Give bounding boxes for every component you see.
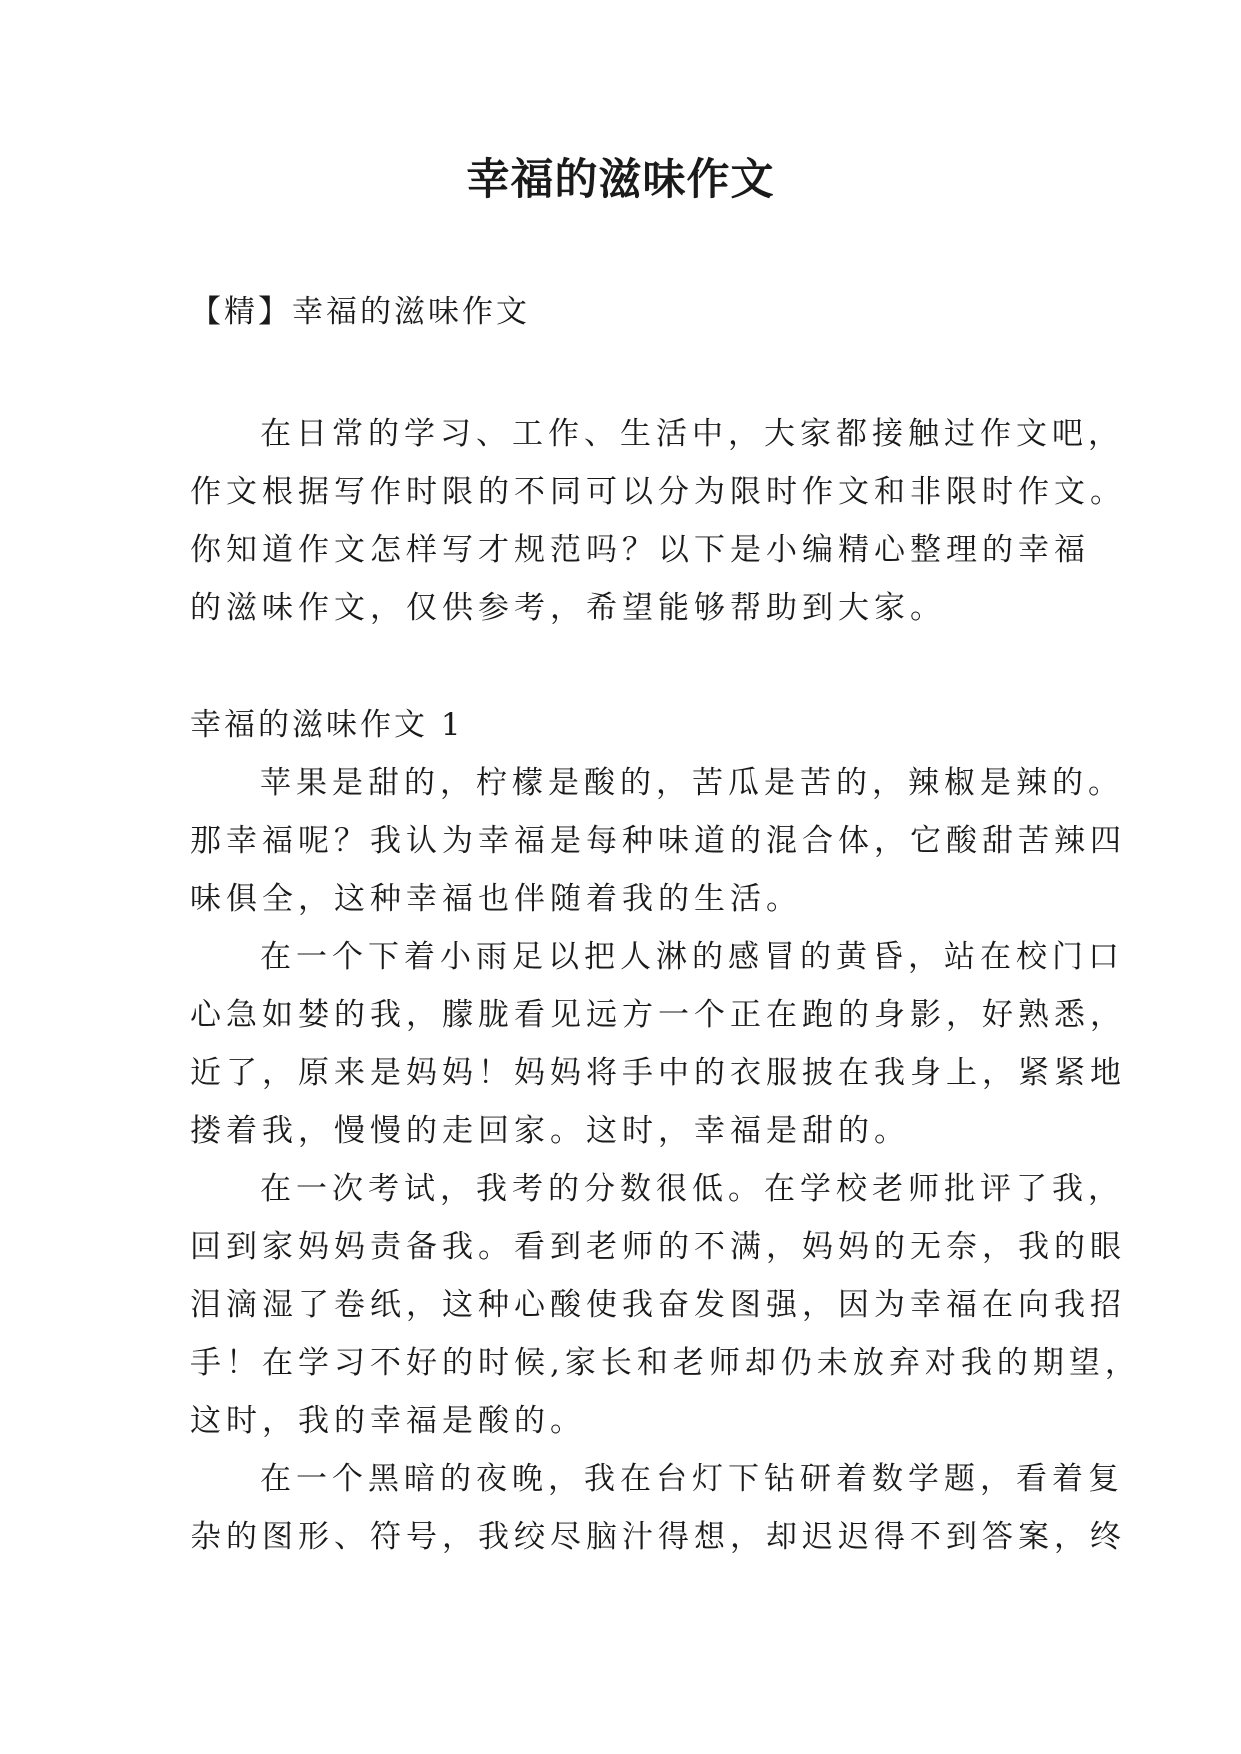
document-subtitle: 【精】幸福的滋味作文 [190,294,530,330]
body-line: 手！在学习不好的时候,家长和老师却仍未放弃对我的期望， [190,1345,1141,1381]
intro-line: 你知道作文怎样写才规范吗？以下是小编精心整理的幸福 [190,532,1090,568]
body-line: 那幸福呢？我认为幸福是每种味道的混合体，它酸甜苦辣四 [190,823,1126,859]
intro-line: 在日常的学习、工作、生活中，大家都接触过作文吧， [260,416,1124,452]
intro-line: 作文根据写作时限的不同可以分为限时作文和非限时作文。 [190,474,1126,510]
body-line: 搂着我，慢慢的走回家。这时，幸福是甜的。 [190,1113,910,1149]
body-line: 心急如婪的我，朦胧看见远方一个正在跑的身影，好熟悉， [190,997,1126,1033]
document-title: 幸福的滋味作文 [466,155,775,205]
body-line: 近了，原来是妈妈！妈妈将手中的衣服披在我身上，紧紧地 [190,1055,1126,1091]
intro-paragraph [190,405,1126,637]
essay-body [190,754,1141,1566]
body-line: 泪滴湿了卷纸，这种心酸使我奋发图强，因为幸福在向我招 [190,1287,1126,1323]
body-line: 在一个黑暗的夜晚，我在台灯下钻研着数学题，看着复 [260,1461,1124,1497]
section-heading: 幸福的滋味作文 1 [190,707,464,743]
body-line: 回到家妈妈责备我。看到老师的不满，妈妈的无奈，我的眼 [190,1229,1126,1265]
body-line: 在一次考试，我考的分数很低。在学校老师批评了我， [260,1171,1124,1207]
body-line: 在一个下着小雨足以把人淋的感冒的黄昏，站在校门口 [260,939,1124,975]
body-line: 苹果是甜的，柠檬是酸的，苦瓜是苦的，辣椒是辣的。 [260,765,1124,801]
intro-line: 的滋味作文，仅供参考，希望能够帮助到大家。 [190,590,946,626]
body-line: 杂的图形、符号，我绞尽脑汁得想，却迟迟得不到答案，终 [190,1519,1126,1555]
body-line: 味俱全，这种幸福也伴随着我的生活。 [190,881,802,917]
body-line: 这时，我的幸福是酸的。 [190,1403,586,1439]
